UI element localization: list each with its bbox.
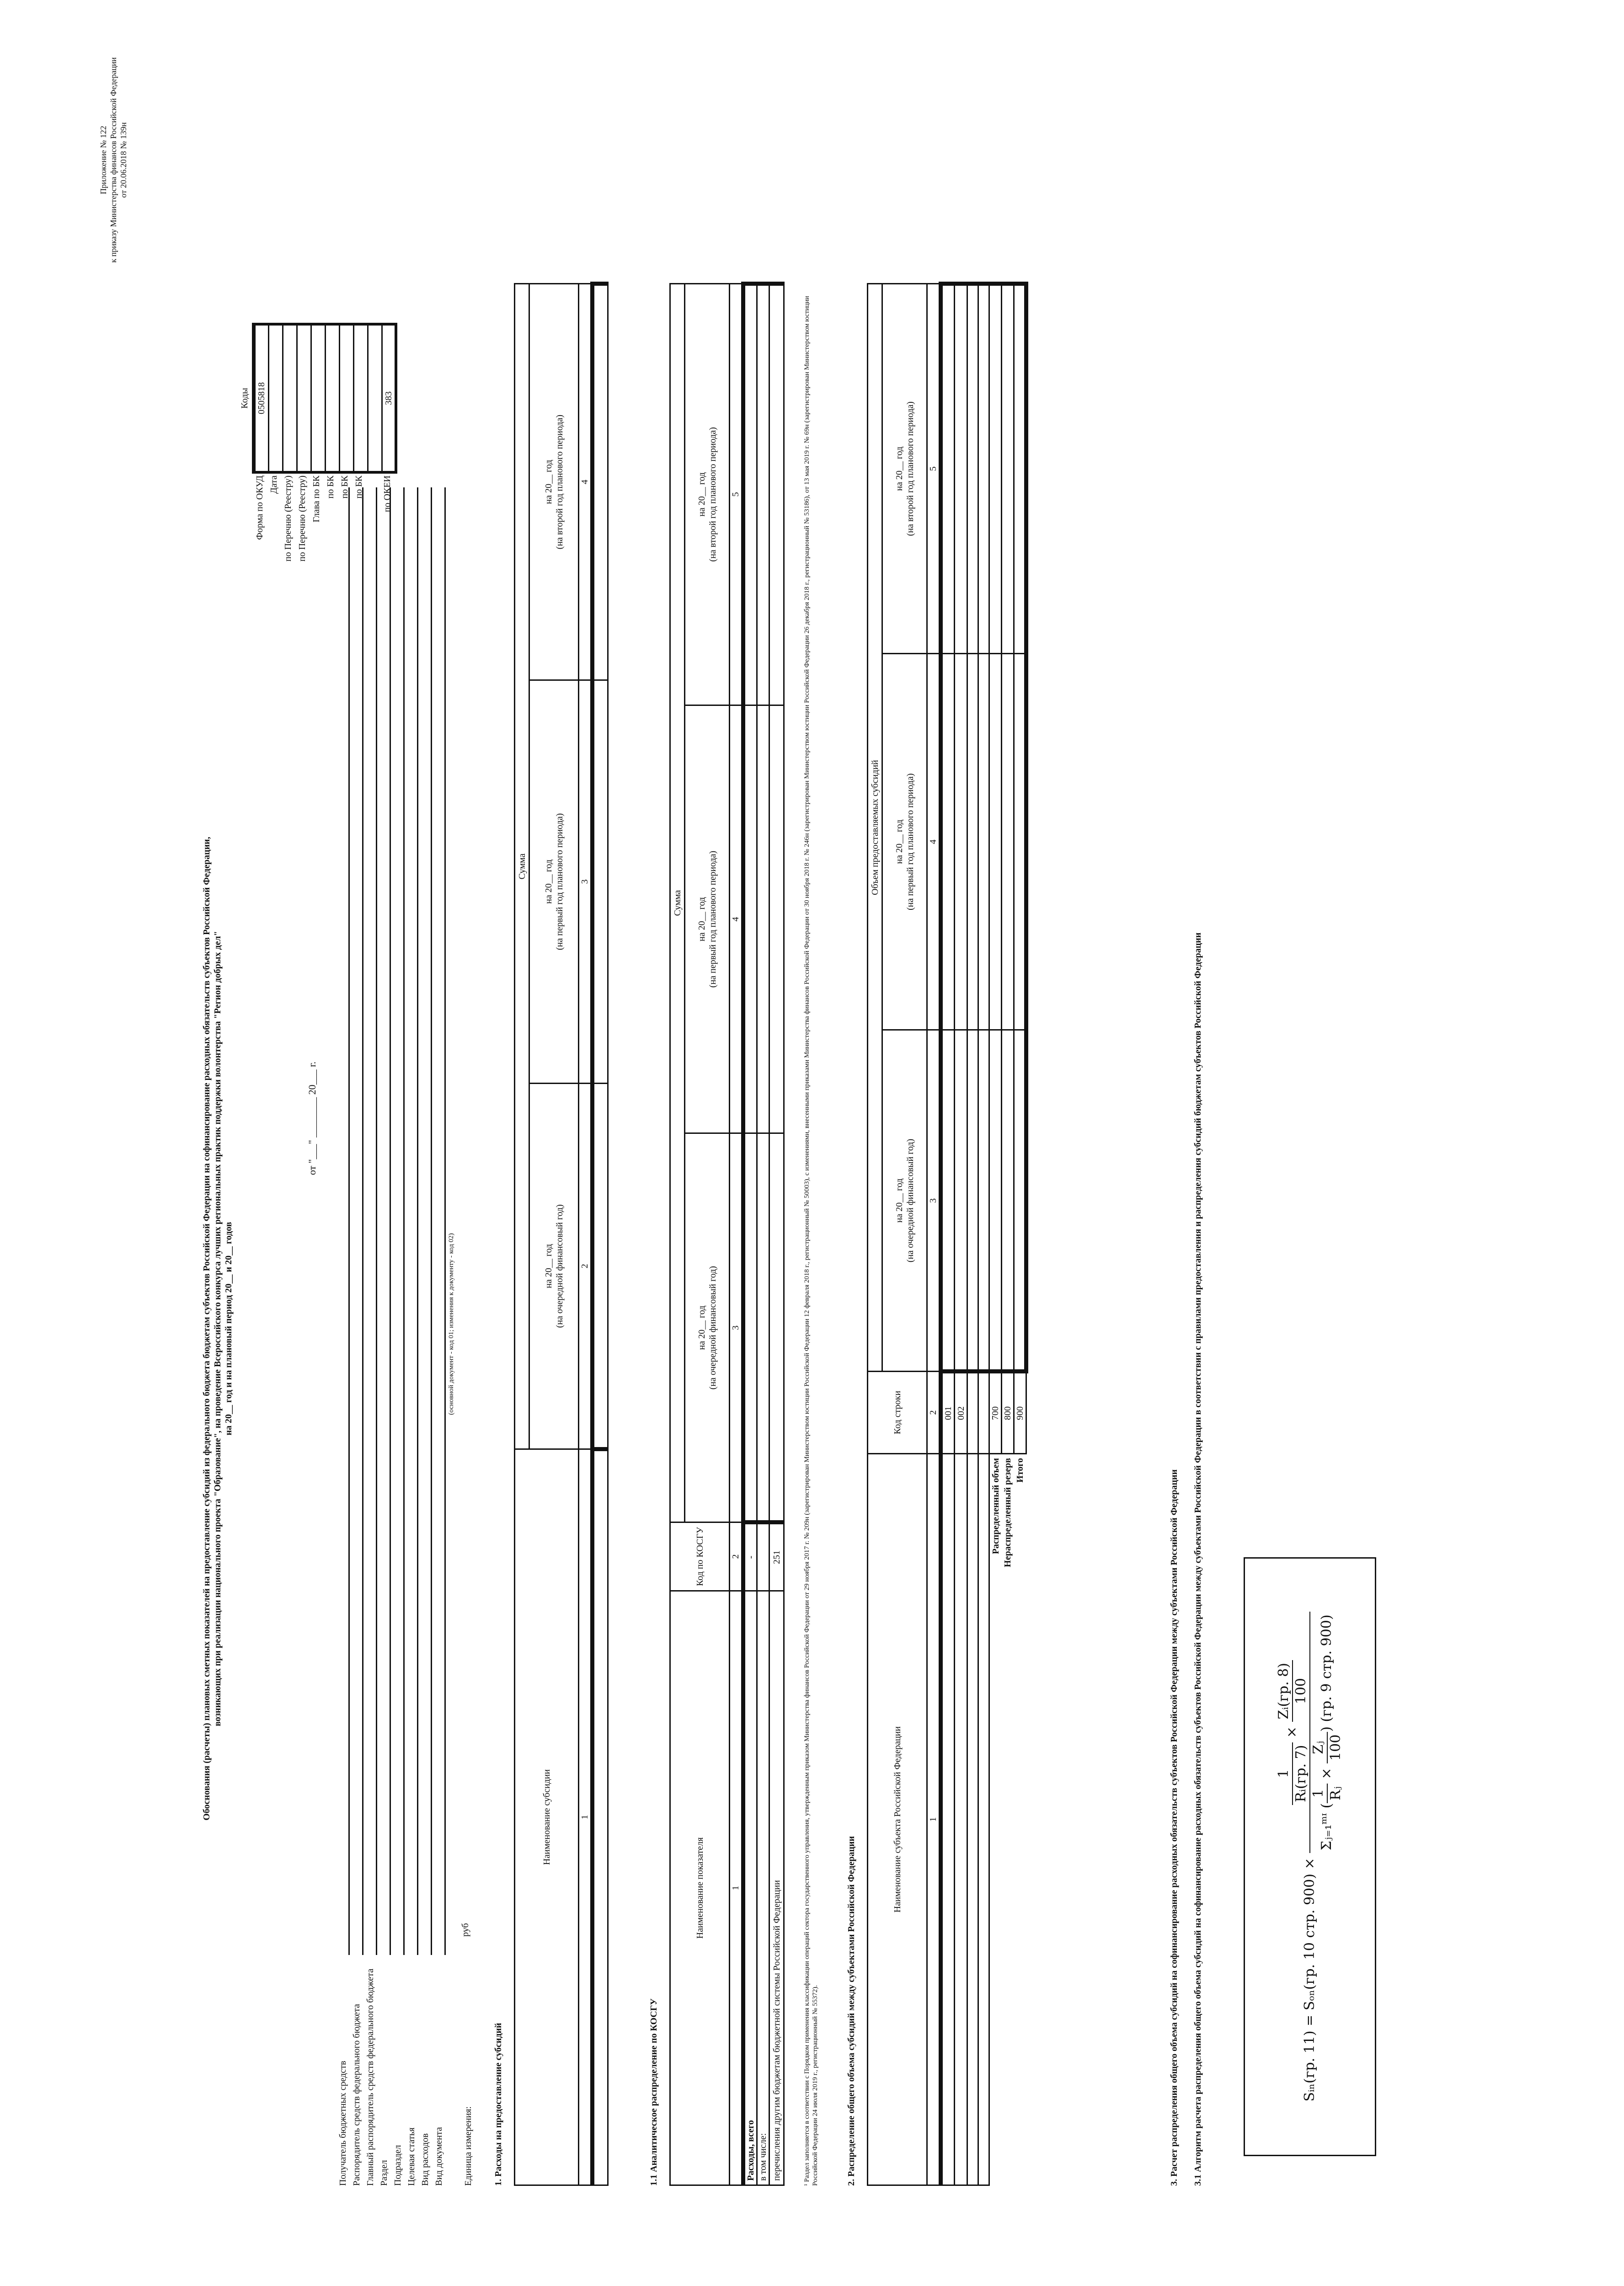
s11-row-total-y3[interactable] [743, 284, 757, 705]
s1-y2-top: на 20__ год [543, 859, 554, 904]
s2-distributed-code: 700 [989, 1372, 1002, 1454]
s1-row-y2[interactable] [593, 680, 608, 1083]
s2-total-label: Итого [1014, 1454, 1026, 2185]
s11-row-incl-code [757, 1522, 769, 1591]
code-reestr1-value [283, 324, 297, 472]
s2-row2-y1[interactable] [955, 1030, 967, 1371]
code-label-date: Дата [269, 475, 279, 494]
s11-col-name: Наименование показателя [670, 1591, 730, 2185]
s1-num-1: 1 [579, 1449, 593, 2185]
unit-value: руб [460, 1923, 470, 1937]
s1-y1-bottom: (на очередной финансовый год) [554, 1204, 565, 1328]
s11-col-code: Код по КОСГУ [670, 1522, 730, 1591]
s2-row3-y2[interactable] [967, 654, 978, 1030]
section3-subtitle: 3.1 Алгоритм расчета распределения общего объема субсидий на софинансирование расходных обязательств субъектов Российской Федерации между субъектами Российской Федерации в соответствии с правилами предоставления и распределения субсидий бюджетам субъектов Российской Федерации [1193, 932, 1203, 2186]
s1-col-name: Наименование субсидии [515, 1449, 579, 2185]
formula-numerator: 1 Rᵢ(гр. 7) × Zᵢ(гр. 8) 100 [1276, 1612, 1310, 1853]
s1-num-3: 3 [579, 680, 593, 1083]
formula-num-r: Rᵢ(гр. 7) [1293, 1745, 1309, 1802]
s2-y3-bottom: (на второй год планового периода) [905, 401, 915, 536]
s2-row4-y2[interactable] [978, 654, 989, 1030]
s11-y1-top: на 20__ год [696, 1305, 707, 1350]
s11-y3-top: на 20__ год [696, 472, 707, 517]
codes-table [238, 323, 253, 474]
date-line: от "___" ________ 20___ г. [306, 1061, 318, 1175]
s2-row3-y3[interactable] [967, 284, 978, 654]
s11-row-incl-y3[interactable] [757, 284, 769, 705]
formula-den-r: Rⱼ [1328, 1786, 1344, 1800]
code-label-bk3: по БК [354, 475, 364, 499]
s2-reserve-y1[interactable] [1002, 1030, 1014, 1371]
field-line-doctype[interactable] [444, 487, 446, 1955]
s2-y2-bottom: (на первый год планового периода) [905, 773, 915, 910]
s11-row-transfer-code: 251 [769, 1522, 784, 1591]
s2-col-code: Код строки [868, 1372, 927, 1454]
s1-y2-bottom: (на первый год планового периода) [554, 813, 565, 951]
s1-row-y3[interactable] [593, 284, 608, 680]
s2-y1-bottom: (на очередной финансовый год) [905, 1138, 915, 1263]
s2-col-volume: Объем предоставляемых субсидий [868, 284, 882, 1372]
code-date-value [268, 324, 283, 472]
code-label-bk2: по БК [340, 475, 350, 499]
doc-type-hint: (основной документ - код 01; изменения к документу - код 02) [448, 1233, 455, 1415]
appendix-line1: Приложение № 122 [99, 126, 108, 194]
s11-y2-top: на 20__ год [696, 897, 707, 941]
s2-row2-code: 002 [955, 1372, 967, 1454]
formula-num-inner [1276, 1742, 1309, 1805]
s11-y1-bottom: (на очередной финансовый год) [707, 1266, 718, 1390]
s1-y1-top: на 20__ год [543, 1244, 554, 1288]
s11-row-total-name: Расходы, всего [743, 1591, 757, 2185]
section1-table [514, 282, 609, 2186]
s2-num-3: 3 [927, 1030, 941, 1371]
field-line-target[interactable] [417, 487, 418, 1955]
s11-num-1: 1 [730, 1591, 743, 2185]
s2-distributed-y3[interactable] [989, 284, 1002, 654]
formula-box [1244, 1557, 1376, 2156]
appendix-line3: от 20.06.2018 № 139н [119, 122, 128, 198]
s11-num-4: 4 [730, 705, 743, 1133]
section1-title: 1. Расходы на предоставление субсидий [493, 2023, 503, 2186]
formula-den-100: 100 [1328, 1734, 1344, 1761]
s1-row-name[interactable] [593, 1449, 608, 2185]
s2-row3-code [967, 1372, 978, 1454]
s2-row1-y3[interactable] [941, 284, 955, 654]
section11-table [669, 282, 785, 2186]
code-label-bk1: по БК [326, 475, 336, 499]
section3-title: 3. Расчет распределения общего объема субсидий на софинансирование расходных обязательств субъектов Российской Федерации между субъектами Российской Федерации [1169, 1469, 1179, 2186]
codes-labels [254, 475, 396, 684]
s2-total-y2[interactable] [1014, 654, 1026, 1030]
s2-row2-name[interactable] [955, 1454, 967, 2185]
s2-row4-y1[interactable] [978, 1030, 989, 1371]
s11-row-incl-y2[interactable] [757, 705, 769, 1133]
s2-row2-y2[interactable] [955, 654, 967, 1030]
formula-den-tail: (гр. 9 стр. 900) [1319, 1614, 1335, 1722]
s11-row-total-y2[interactable] [743, 705, 757, 1133]
s11-row-total-code: - [743, 1522, 757, 1591]
field-label-subsection: Подраздел [393, 2145, 403, 2186]
s2-row4-name[interactable] [978, 1454, 989, 2185]
field-line-subsection[interactable] [403, 487, 405, 1955]
field-label-section: Раздел [379, 2160, 389, 2186]
s11-row-transfer-y1[interactable] [769, 1133, 784, 1522]
s11-row-transfer-y3[interactable] [769, 284, 784, 705]
s1-num-2: 2 [579, 1083, 593, 1449]
s11-y3-bottom: (на второй год планового периода) [707, 427, 718, 562]
s2-num-2: 2 [927, 1372, 941, 1454]
field-line-section[interactable] [390, 487, 391, 1955]
s2-row1-y2[interactable] [941, 654, 955, 1030]
field-line-administrator[interactable] [362, 487, 363, 1955]
s2-reserve-y2[interactable] [1002, 654, 1014, 1030]
s2-num-5: 5 [927, 284, 941, 654]
s2-distributed-label: Распределенный объем [989, 1454, 1002, 2185]
code-okei-value: 383 [382, 324, 396, 472]
s1-num-4: 4 [579, 284, 593, 680]
s11-row-total-y1[interactable] [743, 1133, 757, 1522]
field-line-chief[interactable] [376, 487, 377, 1955]
codes-values [253, 323, 397, 474]
appendix-note [98, 32, 128, 288]
s2-num-4: 4 [927, 654, 941, 1030]
codes-header: Коды [238, 323, 252, 474]
s1-y3-top: на 20__ год [543, 459, 554, 504]
s2-distributed-y2[interactable] [989, 654, 1002, 1030]
s2-y1-top: на 20__ год [894, 1178, 904, 1223]
s2-reserve-code: 800 [1002, 1372, 1014, 1454]
formula-den-z: Zⱼ [1310, 1732, 1328, 1763]
formula-lhs: Sᵢₙ(гр. 11) = Sₒₙ(гр. 10 стр. 900) × [1302, 1858, 1318, 2102]
s2-reserve-label: Нераспределенный резерв [1002, 1454, 1014, 2185]
s11-num-2: 2 [730, 1522, 743, 1591]
code-bk2-value [339, 324, 353, 472]
s2-total-code: 900 [1014, 1372, 1026, 1454]
formula-fraction [1276, 1612, 1344, 1853]
s2-row2-y3[interactable] [955, 284, 967, 654]
title-line1: Обоснования (расчеты) плановых сметных показателей на предоставление субсидий из федерального бюджета бюджетам субъектов Российской Федерации на софинансирование расходных обязательств субъектов Российской Федерации, [202, 837, 212, 1821]
section11-title: 1.1 Аналитическое распределение по КОСГУ [649, 1998, 659, 2186]
footnote-1: ¹ Раздел заполняется в соответствии с Порядком применения классификации операций сектора государственного управления, утвержденным приказом Министерства финансов Российской Федерации от 29 ноября 2017 г. № 209н (зарегистрирован Министерством юстиции Российской Федерации 12 февраля 2018 г., регистрационный № 50003), с изменениями, внесенными приказами Министерства финансов Российской Федерации от 30 ноября 2018 г. № 246н (зарегистрирован Министерством юстиции Российской Федерации 26 декабря 2018 г., регистрационный № 53186), от 13 мая 2019 г. № 69н (зарегистрирован Министерством юстиции Российской Федерации 24 июля 2019 г., регистрационный № 55372). [803, 296, 819, 2186]
formula-num-100: 100 [1293, 1678, 1309, 1704]
s11-col-sum: Сумма [670, 284, 685, 1522]
s2-row1-name[interactable] [941, 1454, 955, 2185]
code-label-okud: Форма по ОКУД [255, 475, 265, 540]
s2-y3-top: на 20__ год [894, 446, 904, 491]
s1-y3-bottom: (на второй год планового периода) [554, 414, 565, 550]
formula-denominator: Σⱼ₌₁ᵐᶦ ( 1 Rⱼ × Zⱼ 100 ) (гр. 9 стр. 900) [1310, 1614, 1344, 1851]
s11-row-incl-y1[interactable] [757, 1133, 769, 1522]
s2-row1-y1[interactable] [941, 1030, 955, 1371]
formula-num-z: Zᵢ(гр. 8) [1276, 1660, 1293, 1722]
code-label-reestr1: по Перечню (Реестру) [283, 475, 293, 562]
formula-den-one: 1 [1310, 1784, 1328, 1803]
section2-title: 2. Распределение общего объема субсидий между субъектами Российской Федерации [846, 1836, 856, 2186]
s2-num-1: 1 [927, 1454, 941, 2185]
code-bk3-value [353, 324, 368, 472]
code-bk1-value [325, 324, 339, 472]
field-label-administrator: Распорядитель средств федерального бюджета [352, 2004, 362, 2186]
code-label-reestr2: по Перечню (Реестру) [297, 475, 307, 562]
field-line-expense[interactable] [431, 487, 432, 1955]
appendix-line2: к приказу Министерства финансов Российской Федерации [109, 57, 118, 263]
section2-table [867, 282, 1028, 2186]
s11-row-transfer-y2[interactable] [769, 705, 784, 1133]
title-line2: возникающих при реализации национального проекта "Образование", на проведение Всероссийского конкурса лучших региональных практик поддержки волонтерства "Регион добрых дел" [213, 931, 223, 1726]
s2-row4-y3[interactable] [978, 284, 989, 654]
code-label-blank [368, 475, 382, 684]
field-label-recipient: Получатель бюджетных средств [338, 2061, 348, 2186]
s2-col-name: Наименование субъекта Российской Федерации [868, 1454, 927, 2185]
s11-row-transfer-name: перечисления другим бюджетам бюджетной системы Российской Федерации [769, 1591, 784, 2185]
s2-y2-top: на 20__ год [894, 819, 904, 864]
s11-num-5: 5 [730, 284, 743, 705]
formula-den-r-frac [1310, 1784, 1344, 1803]
field-label-target-article: Целевая статья [406, 2127, 417, 2186]
s1-col-sum: Сумма [515, 284, 529, 1449]
title-line3: на 20__ год и на плановый период 20__ и 20__ годов [224, 1222, 234, 1436]
s11-num-3: 3 [730, 1133, 743, 1522]
s2-total-y3[interactable] [1014, 284, 1026, 654]
s11-row-incl-name: в том числе: [757, 1591, 769, 2185]
s2-row1-code: 001 [941, 1372, 955, 1454]
s1-row-y1[interactable] [593, 1083, 608, 1449]
form-title [201, 478, 234, 2179]
formula-num-z-frac [1276, 1660, 1309, 1722]
code-label-glava: Глава по БК [311, 475, 321, 523]
unit-label: Единица измерения: [463, 2106, 473, 2186]
field-line-recipient[interactable] [348, 487, 350, 1955]
code-blank-value [368, 324, 382, 472]
s2-row3-y1[interactable] [967, 1030, 978, 1371]
code-okud-value: 0505818 [254, 324, 268, 472]
s2-reserve-y3[interactable] [1002, 284, 1014, 654]
field-label-expense-type: Вид расходов [420, 2133, 430, 2186]
formula-num-one: 1 [1276, 1742, 1293, 1805]
s2-total-y1[interactable] [1014, 1030, 1026, 1371]
formula-den-sum: Σⱼ₌₁ᵐᶦ [1319, 1812, 1335, 1851]
field-label-chief-administrator: Главный распорядитель средств федерального бюджета [365, 1969, 375, 2186]
code-glava-value [311, 324, 325, 472]
formula-den-z-frac [1310, 1732, 1344, 1763]
code-label-okei: по ОКЕИ [382, 475, 392, 513]
s2-row3-name[interactable] [967, 1454, 978, 2185]
s2-distributed-y1[interactable] [989, 1030, 1002, 1371]
code-reestr2-value [297, 324, 311, 472]
fields-labels [337, 1957, 447, 2186]
field-label-document-type: Вид документа [434, 2127, 444, 2186]
s2-row4-code [978, 1372, 989, 1454]
s11-y2-bottom: (на первый год планового периода) [707, 850, 718, 988]
